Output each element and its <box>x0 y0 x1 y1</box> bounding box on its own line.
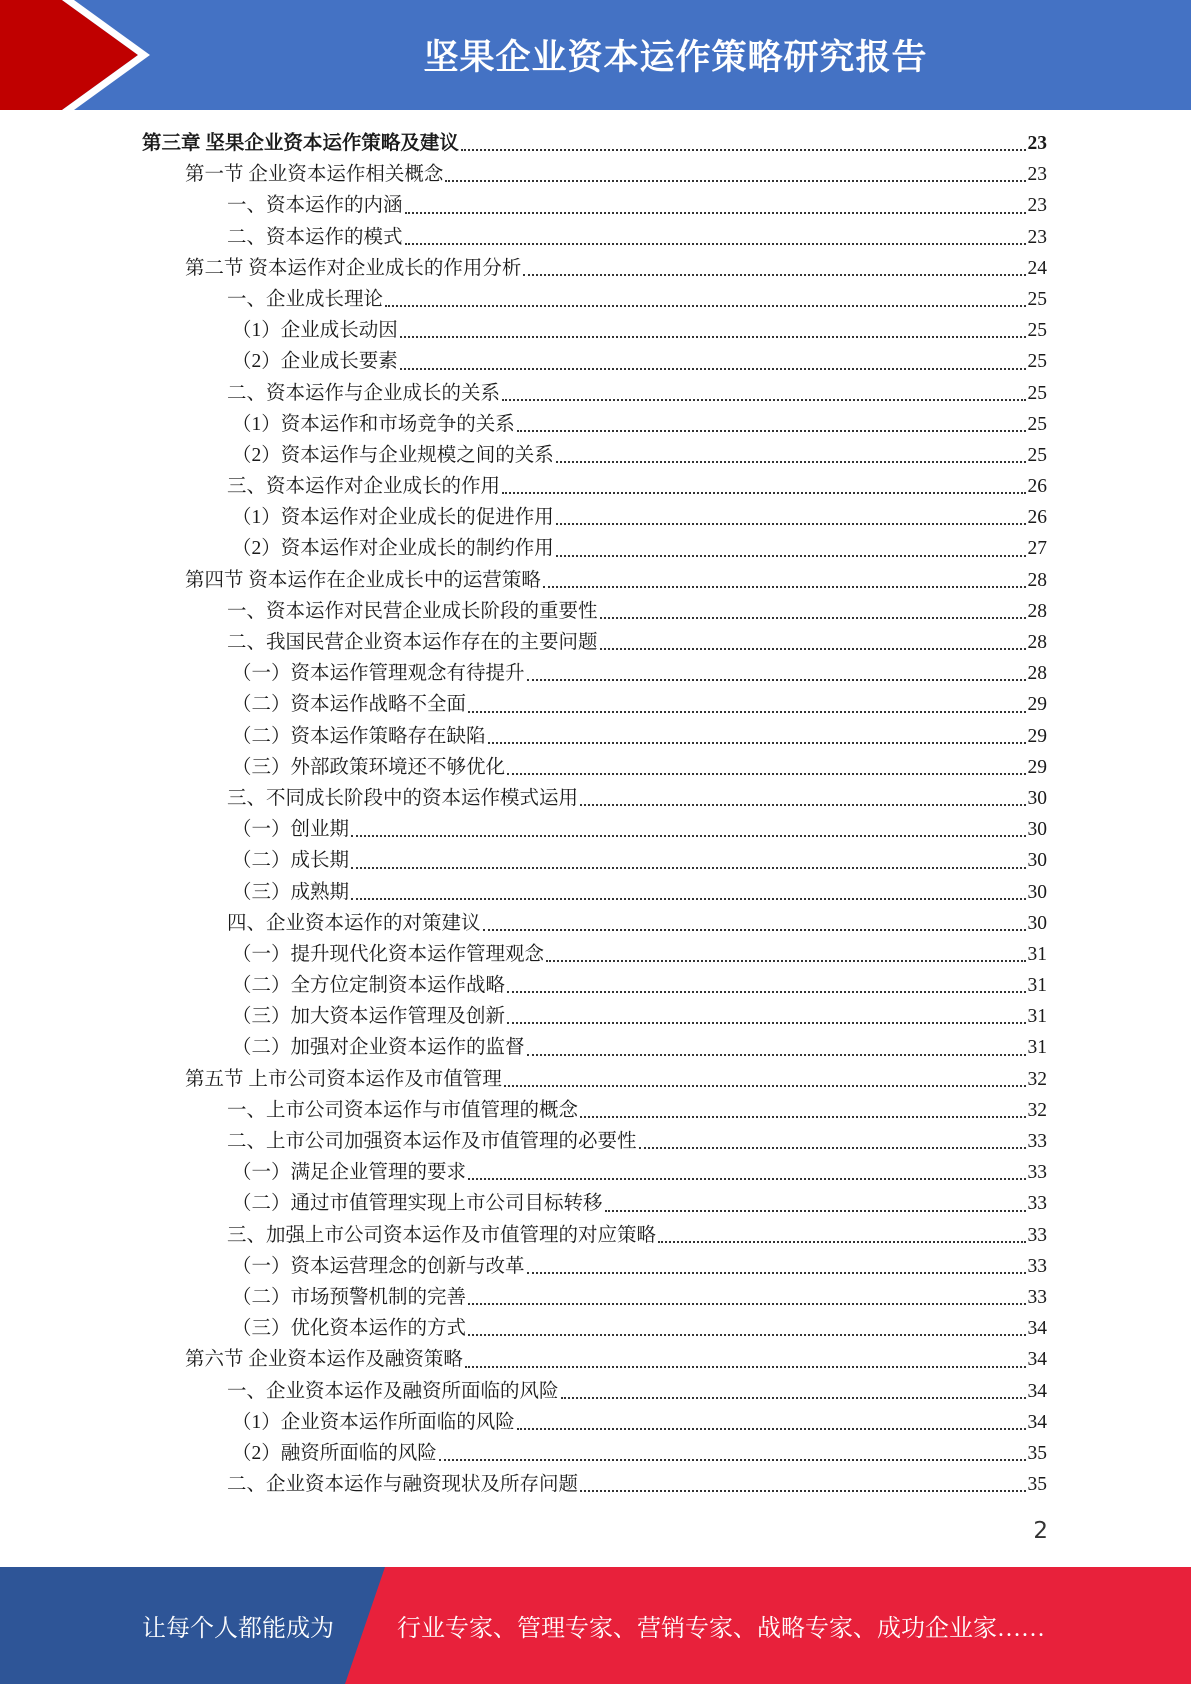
toc-entry[interactable] <box>142 1282 1047 1313</box>
toc-entry-page: 34 <box>1027 1411 1047 1433</box>
toc-entry-page: 35 <box>1027 1474 1047 1496</box>
toc-entry[interactable] <box>142 1032 1047 1063</box>
toc-entry-title: （三）优化资本运作的方式 <box>232 1318 467 1340</box>
toc-entry-page: 32 <box>1027 1099 1047 1121</box>
toc-entry[interactable] <box>142 533 1047 564</box>
toc-entry-page: 30 <box>1027 787 1047 809</box>
toc-entry[interactable] <box>142 565 1047 596</box>
toc-dot-leader <box>405 243 1026 245</box>
toc-entry[interactable] <box>142 1344 1047 1375</box>
toc-entry-page: 31 <box>1027 943 1047 965</box>
toc-dot-leader <box>468 1303 1025 1305</box>
toc-entry[interactable] <box>142 440 1047 471</box>
toc-entry-page: 34 <box>1027 1380 1047 1402</box>
toc-entry-title: （三）加大资本运作管理及创新 <box>232 1006 506 1028</box>
toc-entry-page: 31 <box>1027 975 1047 997</box>
toc-entry-title: 一、企业资本运作及融资所面临的风险 <box>227 1380 559 1402</box>
toc-entry[interactable] <box>142 1095 1047 1126</box>
toc-entry-title: 第四节 资本运作在企业成长中的运营策略 <box>185 569 541 591</box>
toc-entry[interactable] <box>142 783 1047 814</box>
toc-dot-leader <box>523 274 1025 276</box>
toc-entry-title: （1）资本运作对企业成长的促进作用 <box>232 507 554 529</box>
toc-dot-leader <box>465 1366 1026 1368</box>
toc-entry-title: （二）成长期 <box>232 850 350 872</box>
toc-entry-page: 33 <box>1027 1255 1047 1277</box>
toc-entry[interactable] <box>142 253 1047 284</box>
toc-entry[interactable] <box>142 409 1047 440</box>
toc-dot-leader <box>580 1490 1025 1492</box>
toc-entry[interactable] <box>142 284 1047 315</box>
toc-entry[interactable] <box>142 1407 1047 1438</box>
toc-entry-title: （二）资本运作战略不全面 <box>232 694 467 716</box>
toc-entry-page: 25 <box>1027 444 1047 466</box>
toc-entry-page: 31 <box>1027 1006 1047 1028</box>
toc-entry-title: （1）企业资本运作所面临的风险 <box>232 1411 515 1433</box>
toc-entry[interactable] <box>142 970 1047 1001</box>
page-number: 2 <box>1033 1518 1048 1544</box>
toc-entry[interactable] <box>142 190 1047 221</box>
toc-entry-title: 第二节 资本运作对企业成长的作用分析 <box>185 257 522 279</box>
toc-entry-title: 一、资本运作的内涵 <box>227 195 403 217</box>
toc-dot-leader <box>507 991 1025 993</box>
toc-entry[interactable] <box>142 877 1047 908</box>
toc-dot-leader <box>468 1334 1025 1336</box>
toc-dot-leader <box>468 1178 1025 1180</box>
toc-entry-title: 三、不同成长阶段中的资本运作模式运用 <box>227 787 579 809</box>
toc-dot-leader <box>556 555 1026 557</box>
toc-entry-page: 23 <box>1027 226 1047 248</box>
toc-entry-title: 二、企业资本运作与融资现状及所存问题 <box>227 1474 579 1496</box>
toc-entry[interactable] <box>142 1313 1047 1344</box>
toc-entry-page: 26 <box>1027 476 1047 498</box>
toc-entry-page: 25 <box>1027 382 1047 404</box>
toc-entry-title: 四、企业资本运作的对策建议 <box>227 912 481 934</box>
toc-dot-leader <box>351 835 1025 837</box>
toc-entry-page: 30 <box>1027 912 1047 934</box>
toc-entry-title: （2）融资所面临的风险 <box>232 1442 437 1464</box>
toc-entry-title: 第五节 上市公司资本运作及市值管理 <box>185 1068 502 1090</box>
toc-dot-leader <box>385 305 1025 307</box>
toc-entry-title: （2）企业成长要素 <box>232 351 398 373</box>
toc-entry[interactable] <box>142 471 1047 502</box>
toc-entry-page: 33 <box>1027 1286 1047 1308</box>
toc-entry[interactable] <box>142 689 1047 720</box>
toc-entry-page: 27 <box>1027 538 1047 560</box>
toc-entry[interactable] <box>142 222 1047 253</box>
toc-dot-leader <box>605 1210 1026 1212</box>
footer-slogan-left: 让每个人都能成为 <box>142 1616 334 1642</box>
toc-dot-leader <box>543 586 1026 588</box>
toc-dot-leader <box>507 1022 1025 1024</box>
toc-entry-title: 三、加强上市公司资本运作及市值管理的对应策略 <box>227 1224 657 1246</box>
toc-entry-title: （二）加强对企业资本运作的监督 <box>232 1037 525 1059</box>
toc-dot-leader <box>517 430 1026 432</box>
toc-entry-page: 29 <box>1027 694 1047 716</box>
toc-entry-page: 28 <box>1027 632 1047 653</box>
toc-dot-leader <box>600 617 1026 619</box>
toc-entry-title: （一）提升现代化资本运作管理观念 <box>232 943 545 965</box>
toc-entry-page: 25 <box>1027 320 1047 342</box>
toc-entry-title: （一）资本运营理念的创新与改革 <box>232 1255 525 1277</box>
toc-entry-page: 33 <box>1027 1131 1047 1152</box>
toc-entry[interactable] <box>142 1064 1047 1095</box>
toc-entry-title: 第三章 坚果企业资本运作策略及建议 <box>142 133 459 154</box>
toc-dot-leader <box>445 180 1025 182</box>
page-footer <box>0 1567 1191 1684</box>
toc-entry[interactable] <box>142 1126 1047 1157</box>
toc-entry-page: 24 <box>1027 257 1047 279</box>
toc-entry-title: 二、上市公司加强资本运作及市值管理的必要性 <box>227 1131 637 1152</box>
toc-entry[interactable] <box>142 1188 1047 1219</box>
toc-dot-leader <box>639 1147 1026 1149</box>
toc-entry-page: 33 <box>1027 1162 1047 1184</box>
toc-entry-title: （二）通过市值管理实现上市公司目标转移 <box>232 1193 603 1215</box>
toc-dot-leader <box>405 212 1026 214</box>
footer-slogan-right: 行业专家、管理专家、营销专家、战略专家、成功企业家…… <box>397 1616 1045 1642</box>
toc-dot-leader <box>483 929 1026 931</box>
toc-entry-page: 34 <box>1027 1318 1047 1340</box>
toc-dot-leader <box>658 1241 1025 1243</box>
toc-entry-title: （2）资本运作与企业规模之间的关系 <box>232 444 554 466</box>
toc-dot-leader <box>546 960 1025 962</box>
chevron-arrow-icon <box>0 0 160 110</box>
toc-entry[interactable] <box>142 128 1047 159</box>
toc-dot-leader <box>517 1428 1026 1430</box>
toc-entry-title: （二）资本运作策略存在缺陷 <box>232 725 486 747</box>
toc-entry[interactable] <box>142 814 1047 845</box>
toc-entry-title: （1）企业成长动因 <box>232 320 398 342</box>
toc-entry[interactable] <box>142 1438 1047 1469</box>
toc-entry[interactable] <box>142 159 1047 190</box>
toc-entry-page: 35 <box>1027 1442 1047 1464</box>
toc-dot-leader <box>527 679 1026 681</box>
toc-dot-leader <box>556 461 1026 463</box>
toc-entry[interactable] <box>142 1469 1047 1500</box>
toc-entry-page: 33 <box>1027 1224 1047 1246</box>
page-header <box>0 0 1191 110</box>
toc-entry[interactable] <box>142 346 1047 377</box>
toc-entry-title: （二）市场预警机制的完善 <box>232 1286 467 1308</box>
toc-dot-leader <box>561 1397 1026 1399</box>
toc-entry[interactable] <box>142 502 1047 533</box>
table-of-contents <box>142 128 1047 1500</box>
toc-entry[interactable] <box>142 378 1047 409</box>
toc-entry[interactable] <box>142 845 1047 876</box>
toc-entry[interactable] <box>142 1251 1047 1282</box>
toc-entry[interactable] <box>142 627 1047 658</box>
toc-entry-title: （1）资本运作和市场竞争的关系 <box>232 413 515 435</box>
toc-dot-leader <box>468 711 1025 713</box>
toc-entry-title: 一、上市公司资本运作与市值管理的概念 <box>227 1099 579 1121</box>
toc-dot-leader <box>507 773 1025 775</box>
toc-entry-title: （三）外部政策环境还不够优化 <box>232 756 506 778</box>
toc-entry-title: 第六节 企业资本运作及融资策略 <box>185 1349 463 1371</box>
toc-entry[interactable] <box>142 658 1047 689</box>
toc-entry[interactable] <box>142 939 1047 970</box>
toc-entry-title: 三、资本运作对企业成长的作用 <box>227 476 501 498</box>
toc-entry-title: 一、企业成长理论 <box>227 288 384 310</box>
toc-entry-page: 23 <box>1027 195 1047 217</box>
toc-dot-leader <box>527 1054 1026 1056</box>
toc-entry-page: 33 <box>1027 1193 1047 1215</box>
toc-dot-leader <box>400 336 1026 338</box>
toc-entry-page: 26 <box>1027 507 1047 529</box>
toc-entry-title: 二、我国民营企业资本运作存在的主要问题 <box>227 632 598 653</box>
toc-entry-page: 23 <box>1027 164 1047 186</box>
toc-entry-page: 25 <box>1027 288 1047 310</box>
toc-entry-page: 28 <box>1027 600 1047 622</box>
toc-dot-leader <box>488 742 1026 744</box>
toc-entry-page: 29 <box>1027 756 1047 778</box>
toc-entry-title: （2）资本运作对企业成长的制约作用 <box>232 538 554 560</box>
toc-entry[interactable] <box>142 1220 1047 1251</box>
toc-entry[interactable] <box>142 1376 1047 1407</box>
toc-entry-title: （一）资本运作管理观念有待提升 <box>232 663 525 685</box>
toc-dot-leader <box>461 149 1026 151</box>
toc-entry-title: （三）成熟期 <box>232 881 350 903</box>
toc-entry-title: 第一节 企业资本运作相关概念 <box>185 164 444 186</box>
toc-dot-leader <box>351 867 1025 869</box>
toc-entry[interactable] <box>142 315 1047 346</box>
toc-dot-leader <box>504 1085 1026 1087</box>
toc-dot-leader <box>580 1116 1025 1118</box>
toc-dot-leader <box>351 898 1025 900</box>
toc-dot-leader <box>580 804 1025 806</box>
toc-entry-page: 30 <box>1027 819 1047 841</box>
toc-dot-leader <box>502 399 1025 401</box>
toc-entry-page: 30 <box>1027 850 1047 872</box>
toc-entry-title: 二、资本运作的模式 <box>227 226 403 248</box>
toc-entry-page: 23 <box>1027 133 1047 154</box>
toc-entry-title: （一）创业期 <box>232 819 350 841</box>
report-title: 坚果企业资本运作策略研究报告 <box>423 38 928 78</box>
toc-entry[interactable] <box>142 721 1047 752</box>
toc-entry-title: 一、资本运作对民营企业成长阶段的重要性 <box>227 600 598 622</box>
toc-entry[interactable] <box>142 752 1047 783</box>
toc-dot-leader <box>502 492 1025 494</box>
toc-entry[interactable] <box>142 908 1047 939</box>
toc-entry-page: 28 <box>1027 569 1047 591</box>
toc-entry-page: 32 <box>1027 1068 1047 1090</box>
toc-entry-page: 28 <box>1027 663 1047 685</box>
toc-entry-page: 34 <box>1027 1349 1047 1371</box>
toc-entry-page: 25 <box>1027 351 1047 373</box>
toc-entry[interactable] <box>142 1001 1047 1032</box>
toc-entry-page: 29 <box>1027 725 1047 747</box>
toc-entry-page: 30 <box>1027 881 1047 903</box>
toc-entry[interactable] <box>142 1157 1047 1188</box>
toc-entry[interactable] <box>142 596 1047 627</box>
toc-dot-leader <box>439 1459 1026 1461</box>
toc-dot-leader <box>400 368 1026 370</box>
toc-entry-title: （二）全方位定制资本运作战略 <box>232 975 506 997</box>
toc-entry-title: 二、资本运作与企业成长的关系 <box>227 382 501 404</box>
toc-entry-page: 25 <box>1027 413 1047 435</box>
toc-dot-leader <box>556 523 1026 525</box>
toc-entry-title: （一）满足企业管理的要求 <box>232 1162 467 1184</box>
toc-dot-leader <box>600 648 1026 650</box>
toc-dot-leader <box>527 1272 1026 1274</box>
toc-entry-page: 31 <box>1027 1037 1047 1059</box>
